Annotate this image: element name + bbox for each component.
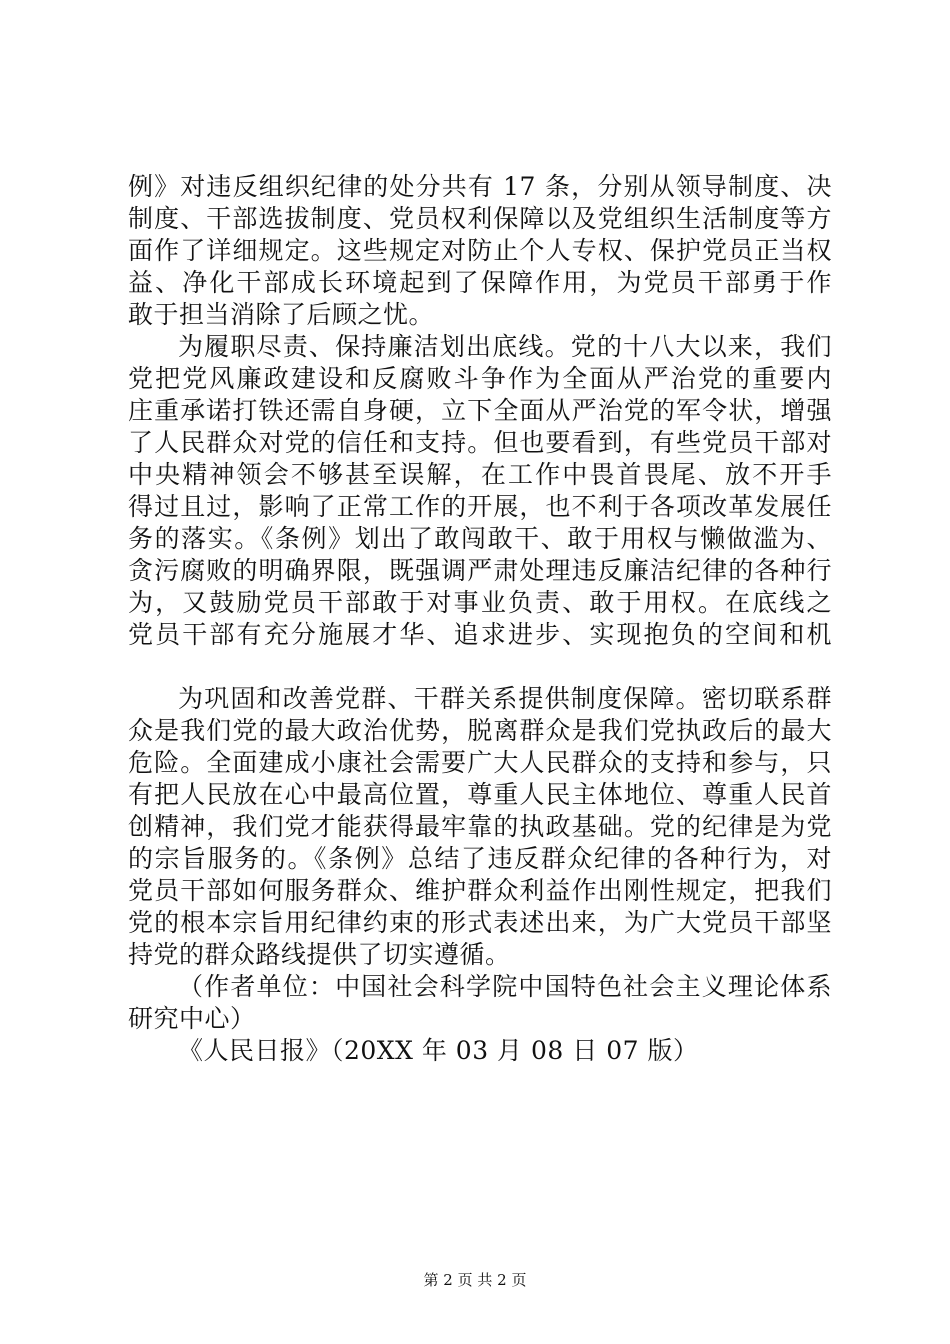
text-line: 持党的群众路线提供了切实遵循。: [128, 940, 511, 969]
text-line: （作者单位：中国社会科学院中国特色社会主义理论体系: [178, 972, 832, 1001]
article-body: [128, 171, 832, 1067]
text-line: 的宗旨服务的。《条例》总结了违反群众纪律的各种行为，对: [128, 844, 832, 873]
text-line: 研究中心）: [128, 1004, 256, 1033]
text-line: 党把党风廉政建设和反腐败斗争作为全面从严治党的重要内: [128, 364, 832, 393]
text-line: 党的根本宗旨用纪律约束的形式表述出来，为广大党员干部坚: [128, 908, 832, 937]
text-line: 庄重承诺打铁还需自身硬，立下全面从严治党的军令状，增强: [128, 396, 832, 425]
source-citation: 《人民日报》（20XX 年 03 月 08 日 07 版）: [178, 1036, 699, 1065]
text-line: 务的落实。《条例》划出了敢闯敢干、敢于用权与懒做滥为、: [128, 524, 832, 553]
text-line: 为履职尽责、保持廉洁划出底线。党的十八大以来，我们: [178, 332, 832, 361]
text-line: 敢于担当消除了后顾之忧。: [128, 300, 435, 329]
author-affiliation: [128, 971, 832, 1035]
text-line: 得过且过，影响了正常工作的开展，也不利于各项改革发展任: [128, 492, 832, 521]
text-line: 党员干部有充分施展才华、追求进步、实现抱负的空间和机: [128, 620, 832, 649]
paragraph-integrity: [128, 331, 832, 651]
text-line: 中央精神领会不够甚至误解，在工作中畏首畏尾、放不开手: [128, 460, 832, 489]
text-line: 为，又鼓励党员干部敢于对事业负责、敢于用权。在底线之: [128, 588, 832, 617]
text-line: 为巩固和改善党群、干群关系提供制度保障。密切联系群: [178, 684, 832, 713]
text-line: 益、净化干部成长环境起到了保障作用，为党员干部勇于作: [128, 268, 832, 297]
text-line: 例》对违反组织纪律的处分共有 17 条，分别从领导制度、决: [128, 172, 832, 201]
paragraph-gap: [128, 651, 832, 683]
text-line: 贪污腐败的明确界限，既强调严肃处理违反廉洁纪律的各种行: [128, 556, 832, 585]
text-line: 面作了详细规定。这些规定对防止个人专权、保护党员正当权: [128, 236, 832, 265]
text-line: 创精神，我们党才能获得最牢靠的执政基础。党的纪律是为党: [128, 812, 832, 841]
text-line: 制度、干部选拔制度、党员权利保障以及党组织生活制度等方: [128, 204, 832, 233]
text-line: 党员干部如何服务群众、维护群众利益作出刚性规定，把我们: [128, 876, 832, 905]
paragraph-relations: [128, 683, 832, 971]
paragraph-continuation: [128, 171, 832, 331]
text-line: 众是我们党的最大政治优势，脱离群众是我们党执政后的最大: [128, 716, 832, 745]
text-line: 有把人民放在心中最高位置，尊重人民主体地位、尊重人民首: [128, 780, 832, 809]
text-line: 危险。全面建成小康社会需要广大人民群众的支持和参与，只: [128, 748, 832, 777]
text-line: 了人民群众对党的信任和支持。但也要看到，有些党员干部对: [128, 428, 832, 457]
page-number-footer: 第 2 页 共 2 页: [423, 1271, 527, 1289]
